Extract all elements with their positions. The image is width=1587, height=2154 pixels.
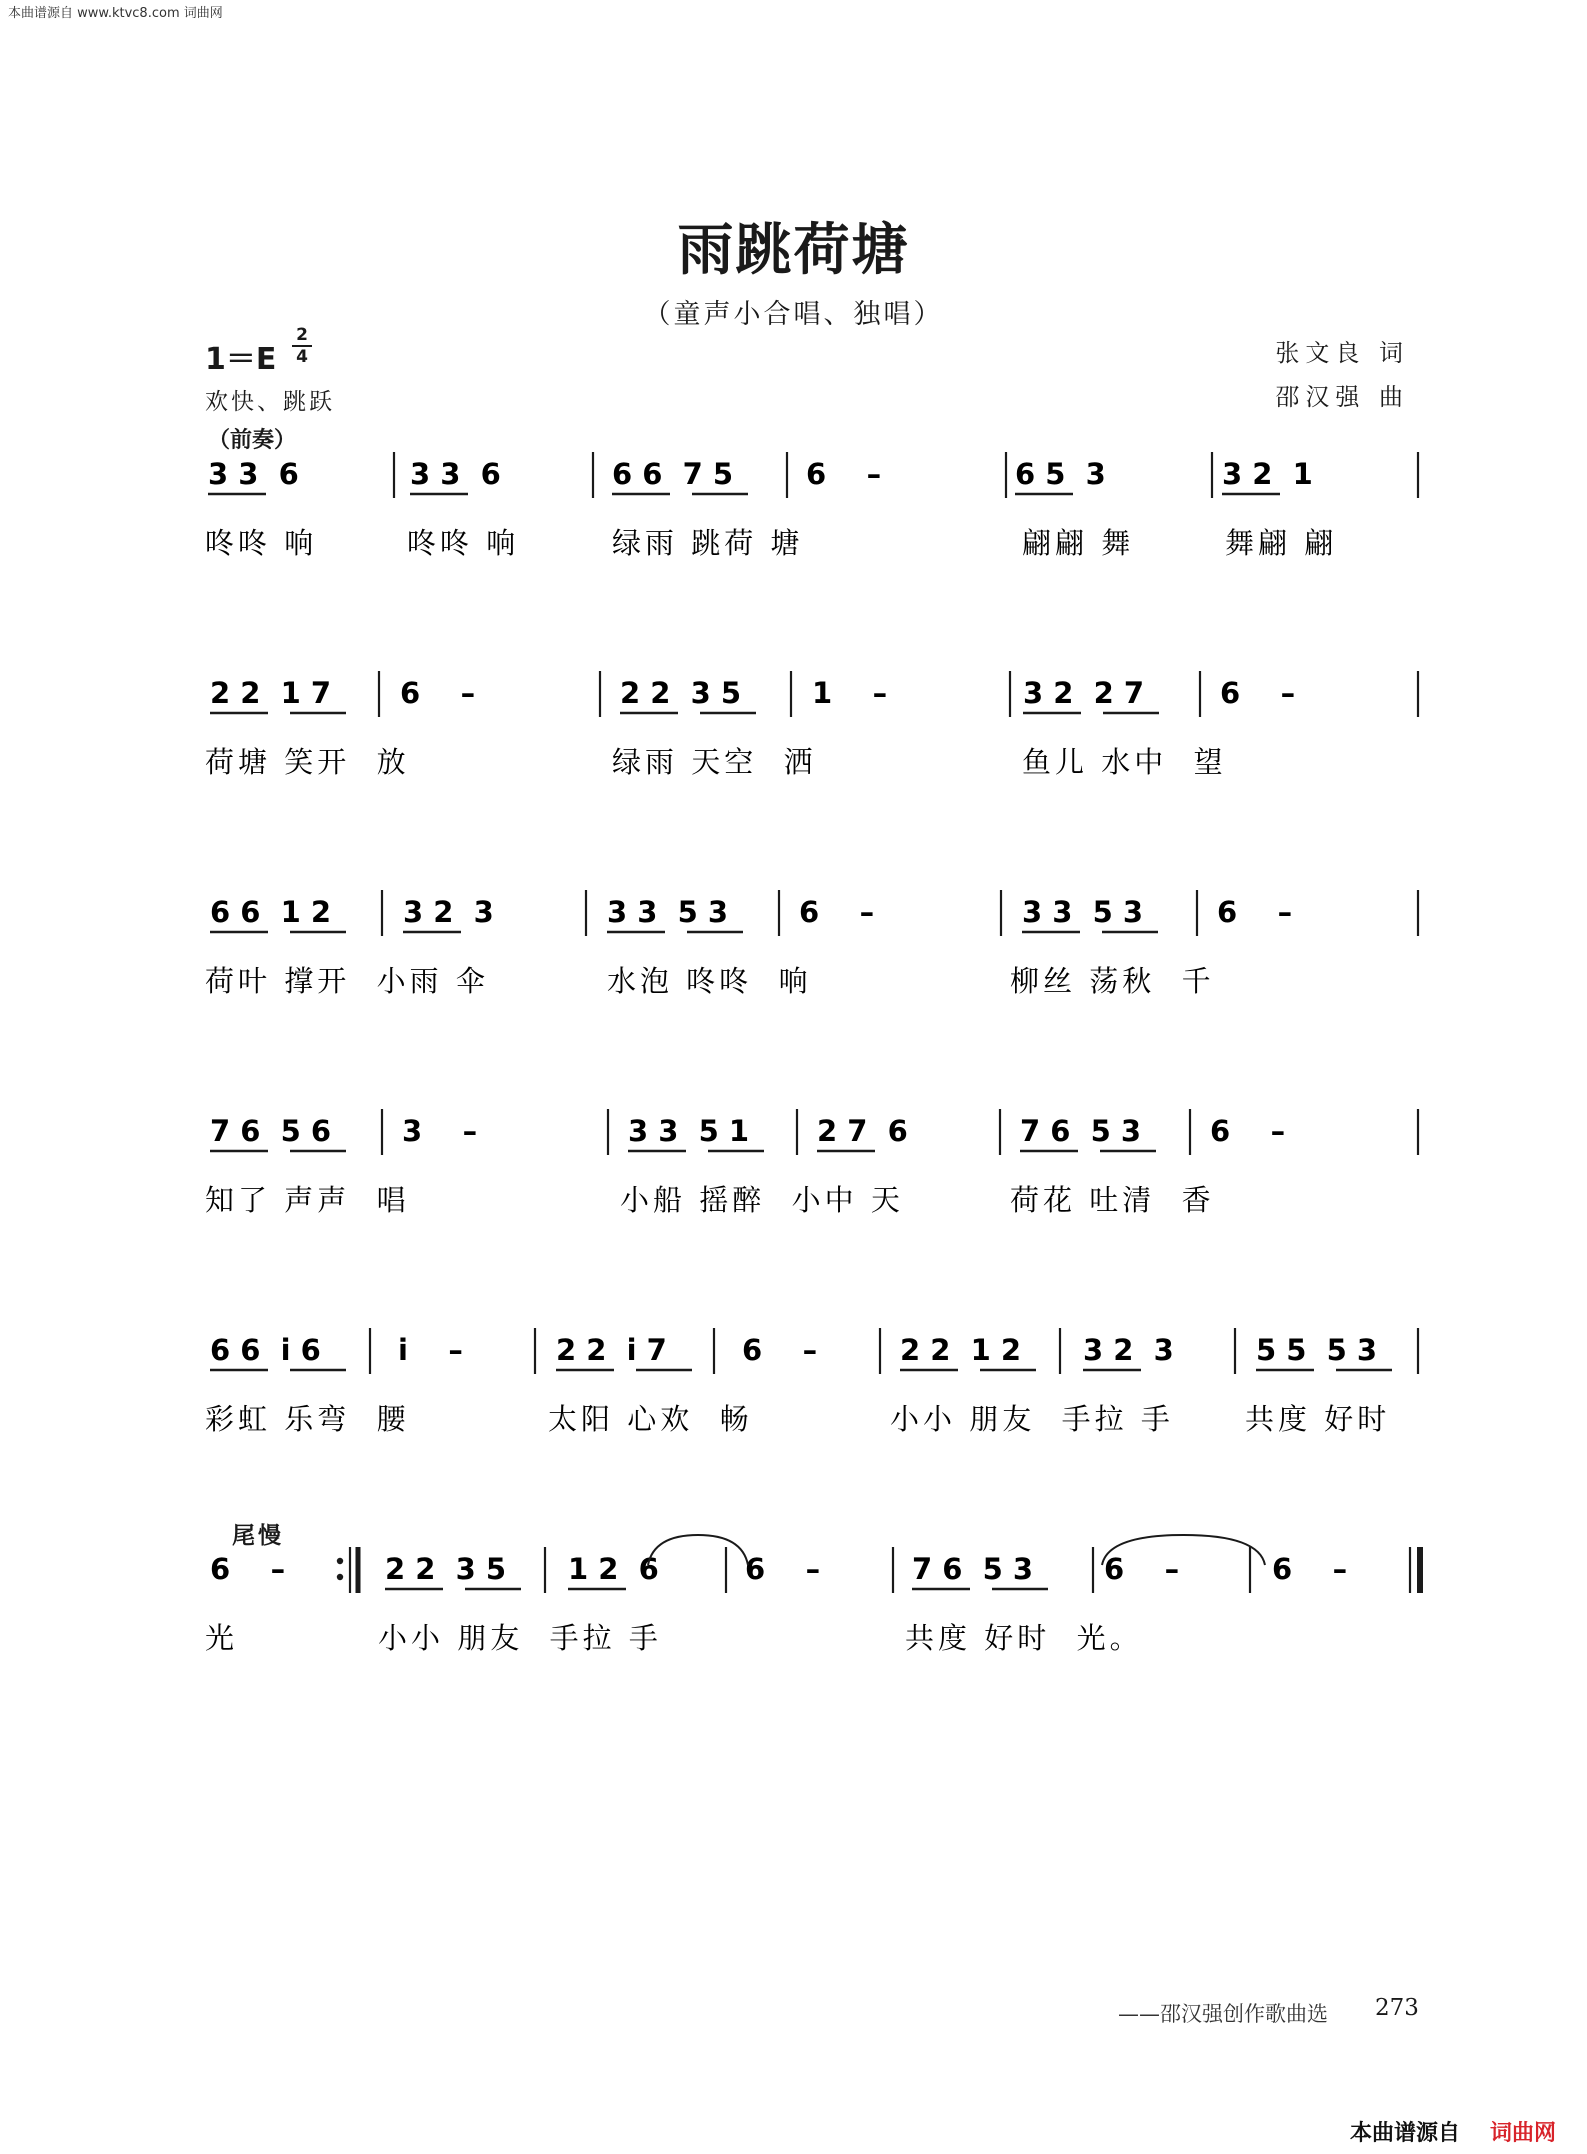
lyric-line: 小小 朋友 手拉 手 xyxy=(890,1402,1174,1436)
note-group: 5 5 5 3 xyxy=(1256,1333,1378,1367)
lyric-line: 共度 好时 xyxy=(1245,1402,1391,1436)
lyric-line: 绿雨 天空 洒 xyxy=(612,745,817,779)
page-number: 273 xyxy=(1375,1995,1419,2021)
lyric-line: 鱼儿 水中 望 xyxy=(1022,745,1227,779)
note-group: 7 6 5 3 xyxy=(1020,1114,1142,1148)
note-group: 2 2 3 5 xyxy=(385,1552,507,1586)
tie-arc xyxy=(648,1535,748,1565)
lyric-line: 荷花 吐清 香 xyxy=(1010,1183,1215,1217)
lyric-line: 太阳 心欢 畅 xyxy=(548,1402,753,1436)
book-footer: ——邵汉强创作歌曲选 xyxy=(1118,2002,1328,2026)
composer-credit: 邵汉强 曲 xyxy=(1275,383,1409,411)
note-group: 6 – xyxy=(1220,676,1296,710)
note-group: 6 – xyxy=(210,1552,286,1586)
note-group: 3 3 6 xyxy=(410,457,501,491)
slowdown-marking: 尾慢 xyxy=(232,1522,284,1549)
bottom-watermark-site: 词曲网 xyxy=(1490,2121,1557,2146)
lyric-line: 咚咚 响 xyxy=(205,526,318,560)
lyric-line: 荷叶 撑开 小雨 伞 xyxy=(205,964,489,998)
lyric-line: 舞翩 翩 xyxy=(1225,526,1338,560)
note-group: 3 3 5 3 xyxy=(607,895,729,929)
repeat-dot xyxy=(337,1574,343,1580)
note-group: 2 2 i 7 xyxy=(556,1333,667,1367)
repeat-dot xyxy=(337,1558,343,1564)
note-group: 6 – xyxy=(1217,895,1293,929)
note-group: 7 6 5 3 xyxy=(912,1552,1034,1586)
lyric-line: 知了 声声 唱 xyxy=(205,1183,410,1217)
note-group: 2 2 1 7 xyxy=(210,676,332,710)
note-group: 6 – xyxy=(799,895,875,929)
note-group: 3 – xyxy=(402,1114,478,1148)
lyric-lines xyxy=(205,526,1390,1655)
lyric-line: 小小 朋友 手拉 手 xyxy=(378,1621,662,1655)
note-group: 6 – xyxy=(1104,1552,1180,1586)
note-group: 3 2 1 xyxy=(1222,457,1313,491)
note-group: 6 6 i 6 xyxy=(210,1333,321,1367)
note-group: 2 7 6 xyxy=(817,1114,908,1148)
song-subtitle: （童声小合唱、独唱） xyxy=(643,299,944,330)
prelude-marking: （前奏） xyxy=(208,427,297,453)
note-group: 3 2 2 7 xyxy=(1023,676,1145,710)
song-title: 雨跳荷塘 xyxy=(677,217,910,283)
note-group: 6 6 1 2 xyxy=(210,895,332,929)
note-group: 3 3 5 3 xyxy=(1022,895,1144,929)
time-signature-bottom: 4 xyxy=(296,347,308,367)
note-group: 3 3 5 1 xyxy=(628,1114,750,1148)
time-signature-top: 2 xyxy=(296,325,308,345)
lyric-line: 彩虹 乐弯 腰 xyxy=(205,1402,410,1436)
note-group: 6 5 3 xyxy=(1015,457,1106,491)
lyric-line: 柳丝 荡秋 千 xyxy=(1010,964,1215,998)
note-group: i – xyxy=(398,1333,463,1367)
note-group: 3 2 3 xyxy=(403,895,494,929)
note-group: 6 – xyxy=(1210,1114,1286,1148)
note-group: 2 2 3 5 xyxy=(620,676,742,710)
lyric-line: 光 xyxy=(205,1621,239,1655)
note-group: 3 2 3 xyxy=(1083,1333,1174,1367)
lyric-line: 小船 摇醉 小中 天 xyxy=(620,1183,904,1217)
lyric-line: 咚咚 响 xyxy=(407,526,520,560)
note-group: 6 6 7 5 xyxy=(612,457,734,491)
note-group: 6 – xyxy=(742,1333,818,1367)
top-watermark: 本曲谱源自 www.ktvc8.com 词曲网 xyxy=(8,6,223,21)
note-group: 3 3 6 xyxy=(208,457,299,491)
note-group: 1 – xyxy=(812,676,888,710)
lyric-line: 共度 好时 光。 xyxy=(905,1621,1143,1655)
tempo-marking: 欢快、跳跃 xyxy=(205,389,335,415)
note-group: 2 2 1 2 xyxy=(900,1333,1022,1367)
lyricist-credit: 张文良 词 xyxy=(1275,339,1409,367)
note-group: 6 – xyxy=(745,1552,821,1586)
note-group: 1 2 6 xyxy=(568,1552,659,1586)
key-label: 1＝E xyxy=(205,342,277,377)
lyric-line: 荷塘 笑开 放 xyxy=(205,745,410,779)
lyric-line: 翩翩 舞 xyxy=(1022,526,1135,560)
note-group: 6 – xyxy=(1272,1552,1348,1586)
bottom-watermark-source: 本曲谱源自 xyxy=(1350,2121,1461,2146)
lyric-line: 水泡 咚咚 响 xyxy=(607,964,812,998)
note-group: 6 – xyxy=(400,676,476,710)
note-group: 6 – xyxy=(806,457,882,491)
lyric-line: 绿雨 跳荷 塘 xyxy=(612,526,804,560)
note-group: 7 6 5 6 xyxy=(210,1114,332,1148)
